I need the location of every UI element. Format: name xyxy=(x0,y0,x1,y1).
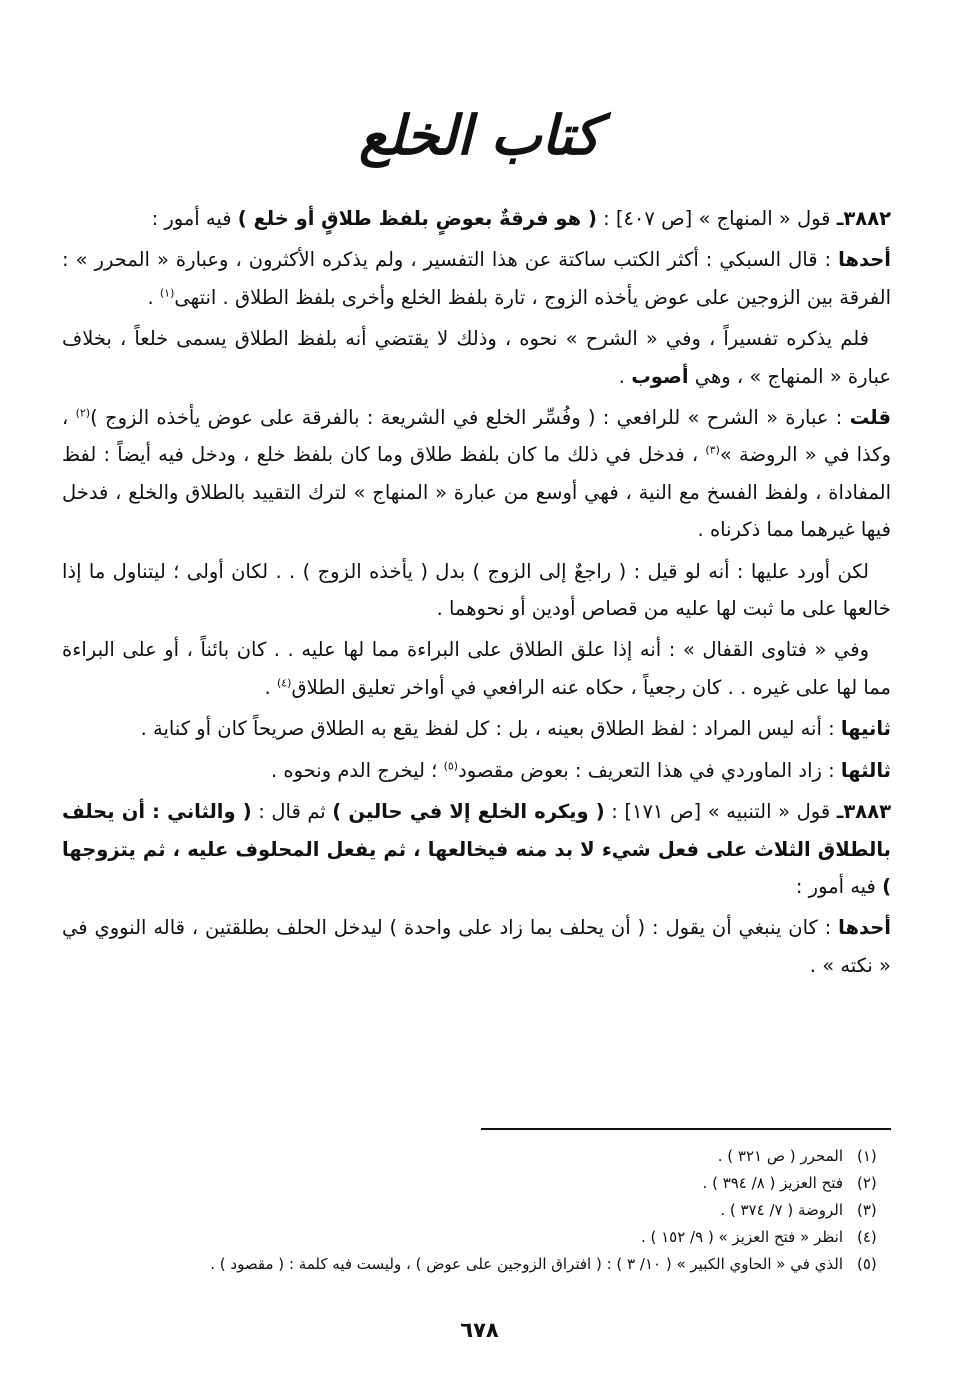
paragraph-text: قول « المنهاج » [ص ٤٠٧] : xyxy=(596,207,837,230)
footnote-text: انظر « فتح العزيز » ( ٩/ ١٥٢ ) . xyxy=(640,1228,843,1246)
footnote-separator xyxy=(481,1128,891,1130)
paragraph-3883 xyxy=(62,793,891,905)
paragraph-objection xyxy=(62,553,891,628)
quoted-text: ( هو فرقةٌ بعوضٍ بلفظ طلاقٍ أو خلع ) xyxy=(237,207,597,230)
paragraph-text: . xyxy=(147,285,160,309)
footnote-number: (٢) xyxy=(857,1174,877,1192)
quoted-text: ( ويكره الخلع إلا في حالين ) xyxy=(332,800,605,824)
paragraph-text: قول « التنبيه » [ص ١٧١] : xyxy=(604,800,837,824)
paragraph-text: : أنه ليس المراد : لفظ الطلاق بعينه ، بل : كل لفظ يقع به الطلاق صريحاً كان أو كناية . xyxy=(140,717,841,741)
footnote-number: (٣) xyxy=(857,1201,877,1219)
paragraph-text: : كان ينبغي أن يقول : ( أن يحلف بما زاد على واحدة ) ليدخل الحلف بطلقتين ، قاله النووي في « نكته » . xyxy=(62,916,891,977)
paragraph-text: فلم يذكره تفسيراً ، وفي « الشرح » نحوه ، وذلك لا يقتضي أنه بلفظ الطلاق يسمى خلعاً ، بخلاف عبارة « المنهاج » ، وهي xyxy=(62,327,891,388)
footnote-ref[interactable]: (١) xyxy=(159,286,175,300)
footnote-ref[interactable]: (٢) xyxy=(75,406,91,420)
paragraph-text: ، وكذا في « الروضة » xyxy=(62,406,891,467)
paragraph-text: فيه أمور : xyxy=(795,874,883,898)
footnote-text: الروضة ( ٧/ ٣٧٤ ) . xyxy=(720,1201,843,1219)
footnote-number: (٥) xyxy=(857,1255,877,1273)
paragraph-text: فيه أمور : xyxy=(151,207,238,230)
entry-number: ٣٨٨٢ـ xyxy=(836,207,891,230)
paragraph-third-point xyxy=(62,752,891,789)
paragraph-text: لكن أورد عليها : أنه لو قيل : ( راجعٌ إلى الزوج ) بدل ( يأخذه الزوج ) . . لكان أولى ؛ ليتناول ما إذا خالعها على ما ثبت لها عليه من قصاص أودين أو نحوهما . xyxy=(62,559,891,621)
paragraph-text: : زاد الماوردي في هذا التعريف : بعوض مقصود xyxy=(458,758,841,782)
paragraph-first-point xyxy=(62,241,891,316)
paragraph-first-point-2 xyxy=(62,909,891,984)
point-label: قلت xyxy=(849,406,891,430)
emphasis-text: أصوب xyxy=(631,364,689,388)
entry-number: ٣٨٨٣ـ xyxy=(836,800,891,824)
footnote-ref[interactable]: (٥) xyxy=(443,759,459,773)
paragraph-3882 xyxy=(62,200,891,237)
paragraph-text: ثم قال : xyxy=(251,800,333,824)
footnote-text: فتح العزيز ( ٨/ ٣٩٤ ) . xyxy=(702,1174,843,1192)
footnote-ref[interactable]: (٤) xyxy=(276,676,292,690)
paragraph-qultu xyxy=(62,399,891,549)
paragraph-text: . xyxy=(264,675,277,699)
footnotes-list xyxy=(71,1143,891,1278)
point-label: ثانيها xyxy=(840,717,891,741)
paragraph-qaffal xyxy=(62,631,891,706)
point-label: أحدها xyxy=(838,916,891,940)
paragraph-second-point xyxy=(62,710,891,747)
quoted-text: ( والثاني : أن يحلف بالطلاق الثلاث على فعل شيء لا بد منه فيخالعها ، ثم يفعل المحلوف عليه ، ثم يتزوجها ) xyxy=(62,800,891,898)
paragraph-text: : قال السبكي : أكثر الكتب ساكتة عن هذا التفسير ، ولم يذكره الأكثرون ، وعبارة « المحرر » : الفرقة بين الزوجين على عوض يأخذه الزوج ، تارة بلفظ الخلع وأخرى بلفظ الطلاق . انتهى xyxy=(62,248,891,309)
footnote-item xyxy=(71,1197,891,1224)
footnote-number: (١) xyxy=(857,1147,877,1165)
footnote-item xyxy=(71,1224,891,1251)
footnote-text: المحرر ( ص ٣٢١ ) . xyxy=(717,1147,843,1165)
footnote-ref[interactable]: (٣) xyxy=(705,443,720,457)
paragraph-text: ؛ ليخرج الدم ونحوه . xyxy=(271,758,444,782)
footnote-item xyxy=(71,1143,891,1170)
paragraph-text: وفي « فتاوى القفال » : أنه إذا علق الطلاق على البراءة مما لها عليه . . كان بائناً ، أو على البراءة مما لها على غيره . . كان رجعياً ، حكاه عنه الرافعي في أواخر تعليق الطلاق xyxy=(62,638,891,699)
paragraph-text: ، فدخل في ذلك ما كان بلفظ طلاق وما كان بلفظ خلع ، ودخل فيه أيضاً : لفظ المفاداة ، ولفظ الفسخ مع النية ، فهي أوسع من عبارة « المنهاج » لترك التقييد بالطلاق والخلع ، فدخل فيها غيرهما مما ذكرناه . xyxy=(62,443,891,542)
chapter-title: كتاب الخلع xyxy=(358,103,601,167)
footnote-item xyxy=(71,1170,891,1197)
page-number: ٦٧٨ xyxy=(460,1318,499,1342)
footnote-number: (٤) xyxy=(857,1228,877,1246)
footnote-text: الذي في « الحاوي الكبير » ( ١٠/ ٣ ) : ( افتراق الزوجين على عوض ) ، وليست فيه كلمة : ( مقصود ) . xyxy=(210,1255,843,1273)
paragraph-text: : عبارة « الشرح » للرافعي : ( وفُسِّر الخلع في الشريعة : بالفرقة على عوض يأخذه الزوج ) xyxy=(90,406,850,430)
paragraph-text: . xyxy=(618,364,632,388)
paragraph-commentary xyxy=(62,320,891,395)
point-label: ثالثها xyxy=(840,758,891,782)
footnote-item xyxy=(71,1251,891,1278)
point-label: أحدها xyxy=(838,248,891,272)
main-text xyxy=(62,200,891,988)
